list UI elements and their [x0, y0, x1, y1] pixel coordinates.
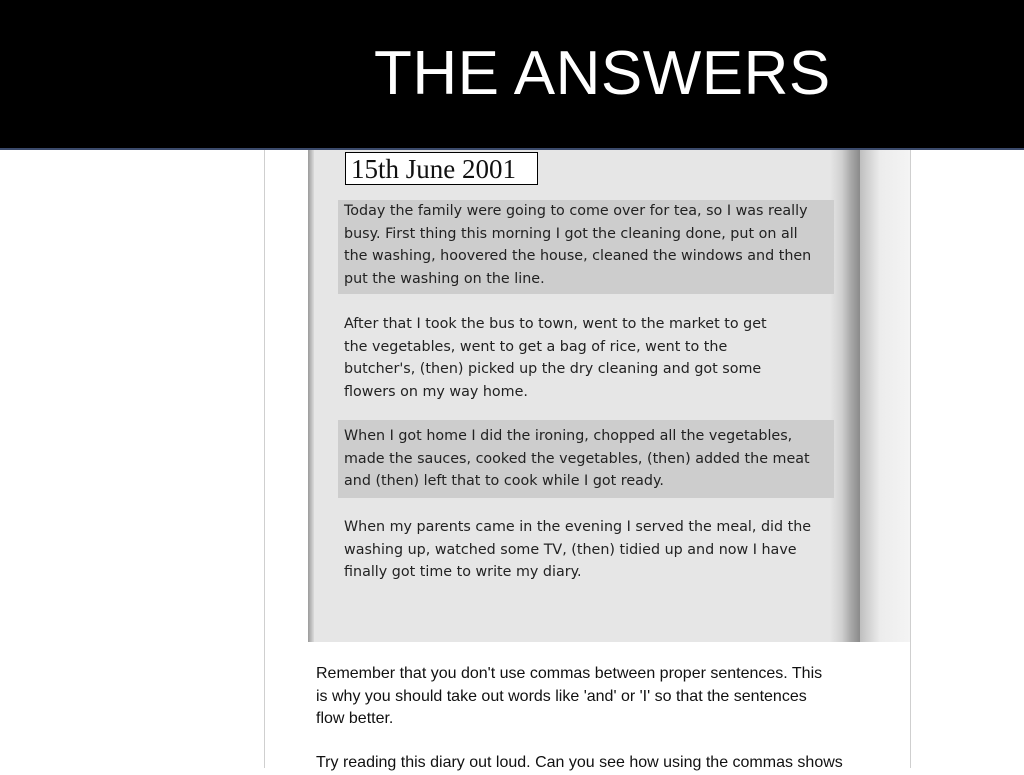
- diary-paragraph-2: After that I took the bus to town, went to the market to get the vegetables, went to get a bag of rice, went to the butcher's, (then) picked up the dry cleaning and got some flowers on my way home.: [344, 316, 767, 400]
- diary-gutter-shadow: [830, 150, 860, 642]
- diary-date: 15th June 2001: [345, 152, 538, 185]
- diary-paragraph-4: When my parents came in the evening I served the meal, did the washing up, watched some TV, (then) tidied up and now I have finally got time to write my diary.: [344, 519, 812, 581]
- diary-paragraph-3: When I got home I did the ironing, chopped all the vegetables, made the sauces, cooked the vegetables, (then) added the meat and (then) left that to cook while I got ready.: [338, 420, 834, 498]
- reading-prompt: Try reading this diary out loud. Can you see how using the commas shows: [316, 754, 843, 771]
- slide-title: THE ANSWERS: [374, 39, 831, 108]
- diary-right-page: [860, 150, 910, 642]
- diary-page-edge: [308, 150, 314, 642]
- commas-explanation: Remember that you don't use commas between proper sentences. This is why you should take out words like 'and' or 'I' so that the sentences flow better.: [316, 665, 823, 727]
- title-bar: [0, 0, 1024, 150]
- diary-paragraph-1: Today the family were going to come over for tea, so I was really busy. First thing this morning I got the cleaning done, put on all the washing, hoovered the house, cleaned the windows and then put the washing on the line.: [338, 200, 834, 294]
